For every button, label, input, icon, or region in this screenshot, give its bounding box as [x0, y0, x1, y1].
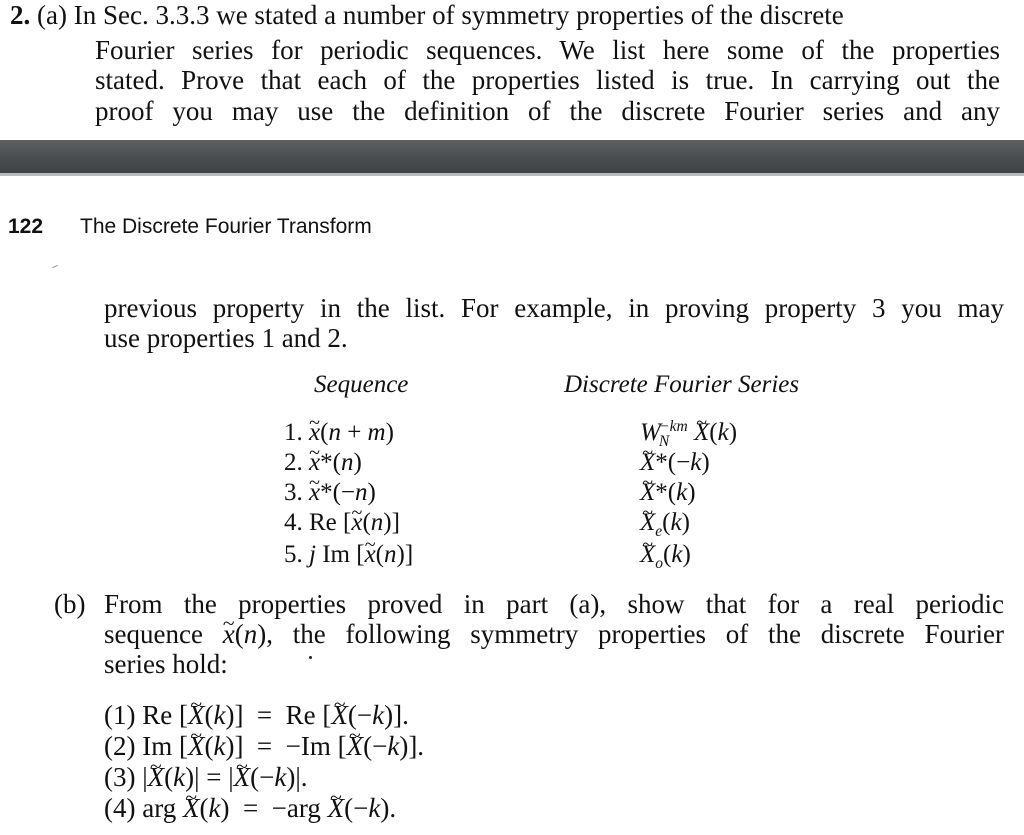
property-number: (1) [104, 700, 136, 730]
property-number: (4) [104, 793, 136, 823]
continuation-line-2: use properties 1 and 2. [104, 323, 348, 353]
running-title: The Discrete Fourier Transform [80, 215, 372, 238]
property-2: (2) Im [~ X(k)] = −Im [~ X(−k)]. [104, 731, 424, 762]
previous-page-fragment [0, 0, 1024, 140]
dfs-row-2: ~ X*(−k) [640, 448, 710, 478]
dfs-row-5: ~ $X_o(k)$ [640, 540, 691, 570]
sequence-row-1 [284, 418, 394, 448]
sequence-expression: ~ x*(n) [309, 449, 362, 476]
fragment-line-2: Fourier series for periodic sequences. We list here some of the properties [95, 35, 1000, 65]
sequence-row-5 [284, 540, 413, 570]
part-b-line-1: From the properties proved in part (a), show that for a real periodic [104, 589, 1004, 619]
sequence-expression: ~ x*(−n) [309, 479, 376, 506]
sequence-row-4 [284, 508, 400, 538]
fragment-line-4: proof you may use the definition of the discrete Fourier series and any [95, 96, 1000, 126]
page-separator-band [0, 140, 1024, 173]
column-header-sequence: Sequence [314, 371, 409, 398]
part-b-line-3: series hold: [104, 649, 228, 679]
dfs-row-4: ~ $X_e(k)$ [640, 508, 690, 538]
stray-mark [309, 656, 312, 659]
column-header-dfs: Discrete Fourier Series [564, 371, 800, 398]
property-number: (2) [104, 731, 136, 761]
part-b-line-2: sequence ~ x(n), the following symmetry properties of the discrete Fourier [104, 619, 1004, 649]
row-number: 4. [284, 509, 303, 536]
row-number: 3. [284, 479, 303, 506]
margin-mark [52, 265, 58, 268]
problem-number: 2. [10, 0, 31, 30]
property-3: (3) |~ X(k)| = |~ X(−k)|. [104, 762, 308, 793]
continuation-line-1: previous property in the list. For example, in proving property 3 you may [104, 293, 1004, 323]
dfs-row-3: ~ X*(k) [640, 478, 696, 508]
row-number: 1. [284, 419, 303, 446]
part-a-label: (a) [37, 0, 67, 30]
sequence-row-2 [284, 448, 362, 478]
part-b-label: (b) [54, 589, 86, 619]
sequence-expression: j Im [~ x(n)] [309, 541, 413, 568]
row-number: 5. [284, 541, 303, 568]
page-number: 122 [8, 215, 44, 238]
property-4: (4) arg ~ X(k) = −arg ~ X(−k). [104, 793, 396, 824]
property-1: (1) Re [~ X(k)] = Re [~ X(−k)]. [104, 700, 409, 731]
fragment-line-1-text: In Sec. 3.3.3 we stated a number of symmetry properties of the discrete [73, 0, 844, 30]
page-separator-shadow [0, 173, 1024, 176]
dfs-row-1: $W_N^{-km}$ ~ X(k) [640, 418, 737, 448]
fragment-line-1 [10, 0, 1000, 31]
fragment-line-3: stated. Prove that each of the properties listed is true. In carrying out the [95, 65, 1000, 95]
row-number: 2. [284, 449, 303, 476]
property-number: (3) [104, 762, 136, 792]
sequence-expression: Re [~ x(n)] [309, 509, 400, 536]
sequence-expression: ~ x(n + m) [309, 419, 394, 446]
